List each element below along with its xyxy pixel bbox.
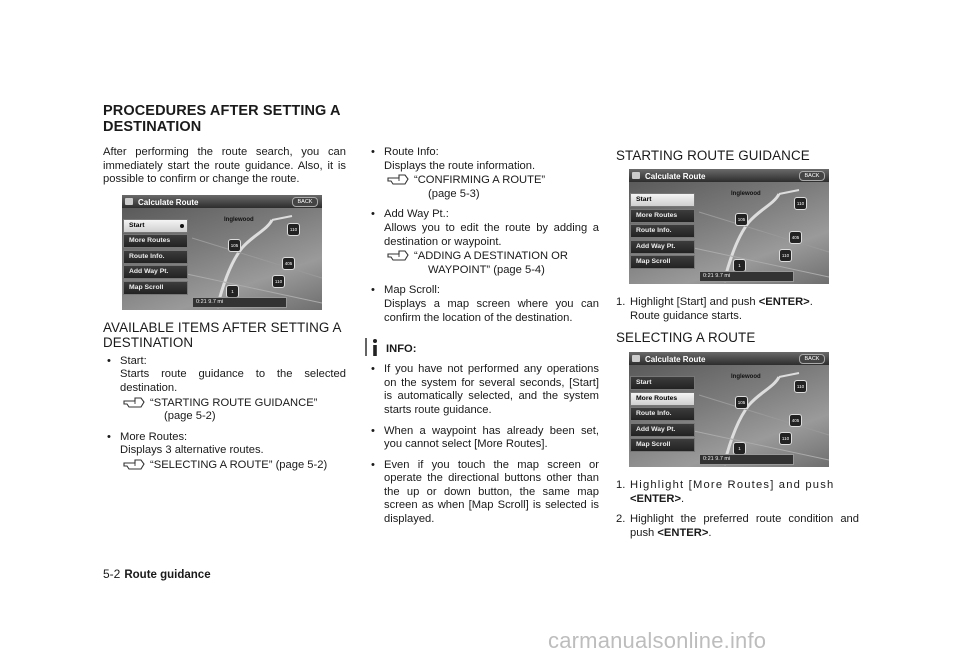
page-number: 5-2 [103,567,121,581]
pointing-hand-icon [387,248,409,262]
starting-heading: STARTING ROUTE GUIDANCE [616,148,810,163]
selected-dot-icon [180,224,184,228]
map-town-label: Inglewood [731,374,761,381]
pointing-hand-icon [123,457,145,471]
back-button[interactable]: BACK [799,354,825,364]
screen-more-routes-thumbnail [629,352,829,467]
highway-shield-icon: 110 [794,197,807,210]
highway-shield-icon: 105 [735,213,748,226]
list-item: • Route Info: Displays the route information. “CONFIRMING A ROUTE” (page 5-3) [367,146,599,201]
section-name: Route guidance [124,569,211,581]
info-list [367,363,599,527]
route-status-bar: 0:21 9.7 mi [192,297,287,308]
back-button[interactable]: BACK [292,197,318,207]
page-title: PROCEDURES AFTER SETTING A DESTINATION [103,103,341,135]
route-menu [122,219,188,297]
highway-shield-icon: 1 [226,285,239,298]
list-item: • Map Scroll: Displays a map screen where you can confirm the location of the destination. [371,284,599,324]
list-item: • Start: Starts route guidance to the selected destination. “STARTING ROUTE GUIDANCE” (page 5-2) [107,354,346,423]
info-header [367,337,599,359]
highway-shield-icon: 405 [282,257,295,270]
highway-shield-icon: 105 [735,396,748,409]
menu-item-map-scroll[interactable]: Map Scroll [630,438,695,452]
screen-title-bar: Calculate Route [629,169,829,182]
menu-icon [632,355,640,362]
reference: “STARTING ROUTE GUIDANCE” (page 5-2) [120,397,346,424]
menu-icon [125,198,133,205]
screen-title-bar: Calculate Route [629,352,829,365]
reference: “CONFIRMING A ROUTE” (page 5-3) [384,174,599,201]
menu-item-more-routes[interactable]: More Routes [123,234,188,248]
map-town-label: Inglewood [224,216,254,223]
highway-shield-icon: 110 [779,432,792,445]
highway-shield-icon: 405 [789,414,802,427]
menu-item-add-way-pt[interactable]: Add Way Pt. [630,423,695,437]
step-item: 1. Highlight [Start] and push <ENTER>. Route guidance starts. [616,296,813,322]
intro-text: After performing the route search, you can immediately start the route guidance. Also, it is possible to confirm or change the route. [103,146,346,186]
back-button[interactable]: BACK [799,171,825,181]
menu-item-start[interactable]: Start [123,219,188,233]
route-status-bar: 0:21 9.7 mi [699,454,794,465]
route-menu [629,193,695,271]
menu-icon [632,172,640,179]
menu-item-map-scroll[interactable]: Map Scroll [630,255,695,269]
route-status-bar: 0:21 9.7 mi [699,271,794,282]
highway-shield-icon: 405 [789,231,802,244]
highway-shield-icon: 110 [287,223,300,236]
screen-title-bar: Calculate Route [122,195,322,208]
reference: “ADDING A DESTINATION OR WAYPOINT” (page 5-4) [384,250,599,277]
reference: “SELECTING A ROUTE” (page 5-2) [120,459,346,473]
menu-item-more-routes[interactable]: More Routes [630,209,695,223]
list-item: • More Routes: Displays 3 alternative routes. “SELECTING A ROUTE” (page 5-2) [103,431,346,473]
step-item: 1. Highlight [More Routes] and push <ENTER>. [616,479,835,505]
menu-item-route-info[interactable]: Route Info. [630,407,695,421]
screen-start-selected-thumbnail [629,169,829,284]
list-item: • When a waypoint has already been set, you cannot select [More Routes]. [371,424,599,451]
map-town-label: Inglewood [731,191,761,197]
info-label: INFO: [386,343,417,356]
menu-item-more-routes[interactable]: More Routes [630,392,695,406]
step-item: 2. Highlight the preferred route condition and push <ENTER>. [616,513,859,539]
available-items-list [103,355,346,473]
column-right [616,146,859,541]
pointing-hand-icon [123,395,145,409]
menu-item-start[interactable]: Start [630,193,695,207]
menu-item-add-way-pt[interactable]: Add Way Pt. [123,265,188,279]
column-middle [367,146,599,534]
menu-item-start[interactable]: Start [630,376,695,390]
watermark: carmanualsonline.info [548,628,767,653]
highway-shield-icon: 110 [779,249,792,262]
pointing-hand-icon [387,172,409,186]
info-icon [365,337,383,357]
menu-item-route-info[interactable]: Route Info. [123,250,188,264]
list-item: • Add Way Pt.: Allows you to edit the route by adding a destination or waypoint. “ADDING A DESTINATION OR WAYPOINT” (page 5-4) [371,208,599,276]
column-left [103,146,346,480]
highway-shield-icon: 110 [794,380,807,393]
available-items-heading: AVAILABLE ITEMS AFTER SETTING A DESTINATION [103,319,341,350]
page-footer [103,567,211,581]
highway-shield-icon: 1 [733,259,746,272]
highway-shield-icon: 105 [228,239,241,252]
highway-shield-icon: 1 [733,442,746,455]
menu-item-map-scroll[interactable]: Map Scroll [123,281,188,295]
route-menu [629,376,695,454]
selecting-heading: SELECTING A ROUTE [616,330,756,346]
menu-item-route-info[interactable]: Route Info. [630,224,695,238]
menu-item-add-way-pt[interactable]: Add Way Pt. [630,240,695,254]
highway-shield-icon: 110 [272,275,285,288]
list-item: • If you have not performed any operations on the system for several seconds, [Start] is automatically selected, and the system starts route guidance. [371,363,599,416]
list-item: • Even if you touch the map screen or operate the directional buttons other than the up or down button, the same map screen as when [Map Scroll] is selected is displayed. [371,458,599,526]
screen-start-thumbnail [122,195,322,310]
